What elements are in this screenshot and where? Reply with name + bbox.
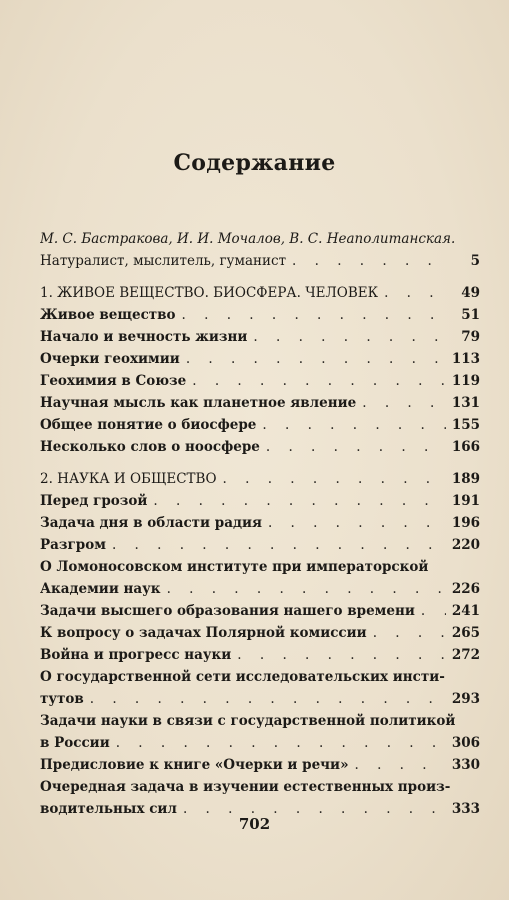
toc-entry-title: Научная мысль как планетное явление: [40, 395, 357, 411]
toc-entry-title: Общее понятие о биосфере: [40, 417, 257, 433]
toc-entry-title: Геохимия в Союзе: [40, 373, 187, 389]
toc-entry-title: Академии наук: [40, 581, 161, 597]
toc-entry-title: Перед грозой: [40, 493, 148, 509]
toc-entry: [40, 414, 480, 436]
dot-leader: [192, 370, 446, 392]
toc-entry-page: 306: [451, 735, 480, 751]
dot-leader: [186, 348, 446, 370]
dot-leader: [237, 644, 446, 666]
toc-entry-page: 131: [451, 395, 480, 411]
page-number: 702: [238, 815, 271, 833]
toc-entry-page: 191: [451, 493, 480, 509]
toc-entry: [40, 370, 480, 392]
dot-leader: [292, 250, 446, 272]
dot-leader: [421, 600, 446, 622]
toc-entry: [40, 556, 480, 578]
toc-entry: [40, 326, 480, 348]
dot-leader: [153, 490, 445, 512]
toc-entry: [40, 644, 480, 666]
toc-entry: [40, 436, 480, 458]
toc-entry: [40, 392, 480, 414]
toc-entry-page: 5: [470, 253, 480, 269]
toc-entry: [40, 250, 480, 272]
toc-entry-title: водительных сил: [40, 801, 177, 817]
toc-entry-title: М. С. Бастракова, И. И. Мочалов, В. С. Неаполитанская.: [40, 231, 456, 247]
dot-leader: [268, 512, 446, 534]
toc-entry-page: 155: [451, 417, 480, 433]
dot-leader: [355, 754, 446, 776]
toc-entry-page: 189: [451, 471, 480, 487]
dot-leader: [116, 732, 446, 754]
table-of-contents: [40, 228, 480, 820]
dot-leader: [384, 282, 446, 304]
toc-entry-title: Очередная задача в изучении естественных произ-: [40, 779, 451, 795]
toc-entry: [40, 512, 480, 534]
toc-entry: [40, 622, 480, 644]
toc-entry-page: 265: [451, 625, 480, 641]
toc-entry: [40, 348, 480, 370]
toc-entry: [40, 282, 480, 304]
dot-leader: [373, 622, 446, 644]
toc-entry-page: 166: [451, 439, 480, 455]
toc-entry: [40, 490, 480, 512]
toc-entry: [40, 228, 480, 250]
toc-entry-title: 2. НАУКА И ОБЩЕСТВО: [40, 471, 217, 487]
dot-leader: [182, 304, 446, 326]
toc-entry-page: 119: [451, 373, 480, 389]
toc-entry-page: 226: [451, 581, 480, 597]
dot-leader: [362, 392, 446, 414]
toc-entry-title: в России: [40, 735, 110, 751]
toc-entry-title: О Ломоносовском институте при императорской: [40, 559, 429, 575]
toc-entry-title: Начало и вечность жизни: [40, 329, 248, 345]
dot-leader: [112, 534, 446, 556]
toc-entry: [40, 754, 480, 776]
toc-entry: [40, 468, 480, 490]
toc-entry: [40, 666, 480, 688]
toc-entry: [40, 600, 480, 622]
dot-leader: [167, 578, 446, 600]
toc-entry-page: 49: [461, 285, 480, 301]
toc-entry-page: 272: [451, 647, 480, 663]
toc-entry-title: 1. ЖИВОЕ ВЕЩЕСТВО. БИОСФЕРА. ЧЕЛОВЕК: [40, 285, 379, 301]
toc-entry-page: 51: [461, 307, 480, 323]
toc-entry: [40, 732, 480, 754]
toc-entry-page: 293: [451, 691, 480, 707]
toc-entry-title: Разгром: [40, 537, 106, 553]
toc-entry: [40, 776, 480, 798]
page-title: Содержание: [173, 150, 336, 176]
toc-entry: [40, 578, 480, 600]
toc-entry-title: Задачи науки в связи с государственной политикой: [40, 713, 456, 729]
toc-entry-title: Несколько слов о ноосфере: [40, 439, 260, 455]
dot-leader: [253, 326, 446, 348]
toc-entry-title: Задачи высшего образования нашего времени: [40, 603, 415, 619]
toc-entry: [40, 534, 480, 556]
dot-leader: [223, 468, 446, 490]
toc-entry-title: Живое вещество: [40, 307, 176, 323]
toc-entry-title: Предисловие к книге «Очерки и речи»: [40, 757, 349, 773]
dot-leader: [90, 688, 446, 710]
toc-entry-title: Натуралист, мыслитель, гуманист: [40, 253, 287, 269]
toc-entry-title: Очерки геохимии: [40, 351, 180, 367]
toc-entry-page: 330: [451, 757, 480, 773]
toc-entry-title: К вопросу о задачах Полярной комиссии: [40, 625, 367, 641]
toc-entry-title: Задача дня в области радия: [40, 515, 262, 531]
toc-entry-title: тутов: [40, 691, 84, 707]
toc-entry-page: 241: [451, 603, 480, 619]
toc-entry-page: 79: [461, 329, 480, 345]
toc-entry-page: 113: [451, 351, 480, 367]
dot-leader: [266, 436, 446, 458]
toc-entry-page: 220: [451, 537, 480, 553]
toc-entry-title: О государственной сети исследовательских инсти-: [40, 669, 445, 685]
dot-leader: [262, 414, 445, 436]
toc-entry-page: 196: [451, 515, 480, 531]
toc-entry: [40, 710, 480, 732]
toc-entry: [40, 304, 480, 326]
toc-entry: [40, 688, 480, 710]
toc-entry-title: Война и прогресс науки: [40, 647, 232, 663]
toc-entry-page: 333: [451, 801, 480, 817]
